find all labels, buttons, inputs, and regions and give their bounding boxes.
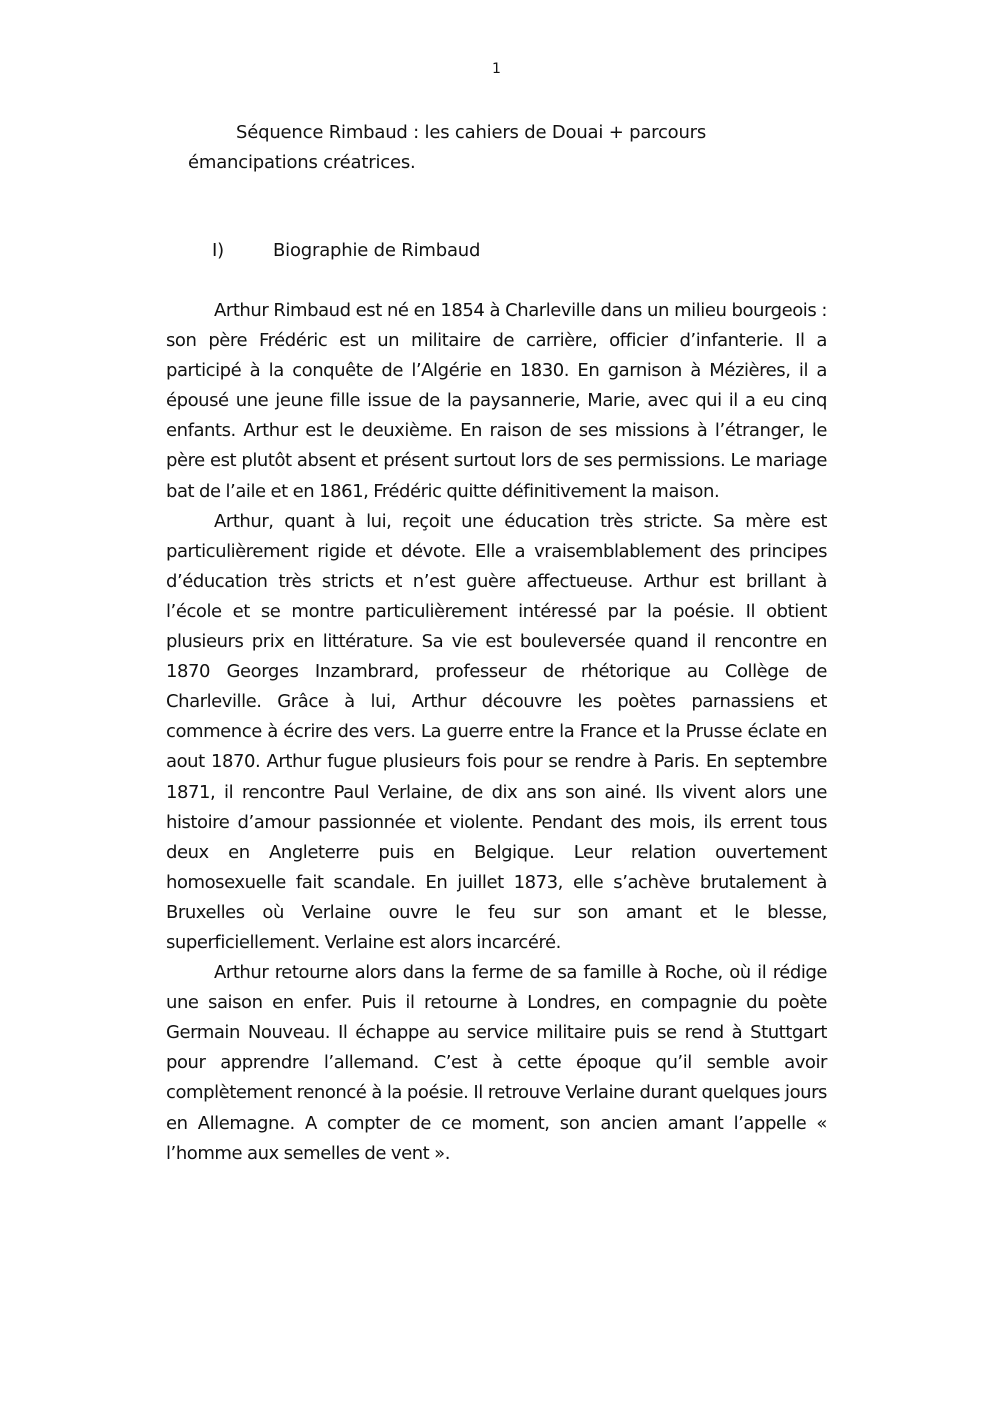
page-number: 1 [492,61,501,77]
paragraph-later-life: Arthur retourne alors dans la ferme de sa famille à Roche, où il rédige une saison en enfer. Puis il retourne à Londres, en compagnie du poète Germain Nouveau. Il échappe au service militaire puis se rend à Stuttgart pour apprendre l’allemand. C’est à cette époque qu’il semble avoir complètement renoncé à la poésie. Il retrouve Verlaine durant quelques jours en Allemagne. A compter de ce moment, son ancien amant l’appelle « l’homme aux semelles de vent ». [166,962,827,1164]
section-heading-text: Biographie de Rimbaud [273,240,481,261]
paragraph-education-verlaine: Arthur, quant à lui, reçoit une éducation très stricte. Sa mère est particulièrement rigide et dévote. Elle a vraisemblablement des principes d’éducation très stricts et n’est guère affectueuse. Arthur est brillant à l’école et se montre particulièrement intéressé par la poésie. Il obtient plusieurs prix en littérature. Sa vie est bouleversée quand il rencontre en 1870 Georges Inzambrard, professeur de rhétorique au Collège de Charleville. Grâce à lui, Arthur découvre les poètes parnassiens et commence à écrire des vers. La guerre entre la France et la Prusse éclate en aout 1870. Arthur fugue plusieurs fois pour se rendre à Paris. En septembre 1871, il rencontre Paul Verlaine, de dix ans son ainé. Ils vivent alors une histoire d’amour passionnée et violente. Pendant des mois, ils errent tous deux en Angleterre puis en Belgique. Leur relation ouvertement homosexuelle fait scandale. En juillet 1873, elle s’achève brutalement à Bruxelles où Verlaine ouvre le feu sur son amant et le blesse, superficiellement. Verlaine est alors incarcéré. [166,510,827,953]
body-text [166,296,827,1169]
section-number: I) [212,240,224,261]
paragraph-family-background: Arthur Rimbaud est né en 1854 à Charleville dans un milieu bourgeois : son père Frédéric est un militaire de carrière, officier d’infanterie. Il a participé à la conquête de l’Algérie en 1830. En garnison à Mézières, il a épousé une jeune fille issue de la paysannerie, Marie, avec qui il a eu cinq enfants. Arthur est le deuxième. En raison de ses missions à l’étranger, le père est plutôt absent et présent surtout lors de ses permissions. Le mariage bat de l’aile et en 1861, Frédéric quitte définitivement la maison. [166,300,827,502]
section-heading [212,236,480,266]
document-title: Séquence Rimbaud : les cahiers de Douai + parcours émancipations créatrices. [188,122,707,173]
